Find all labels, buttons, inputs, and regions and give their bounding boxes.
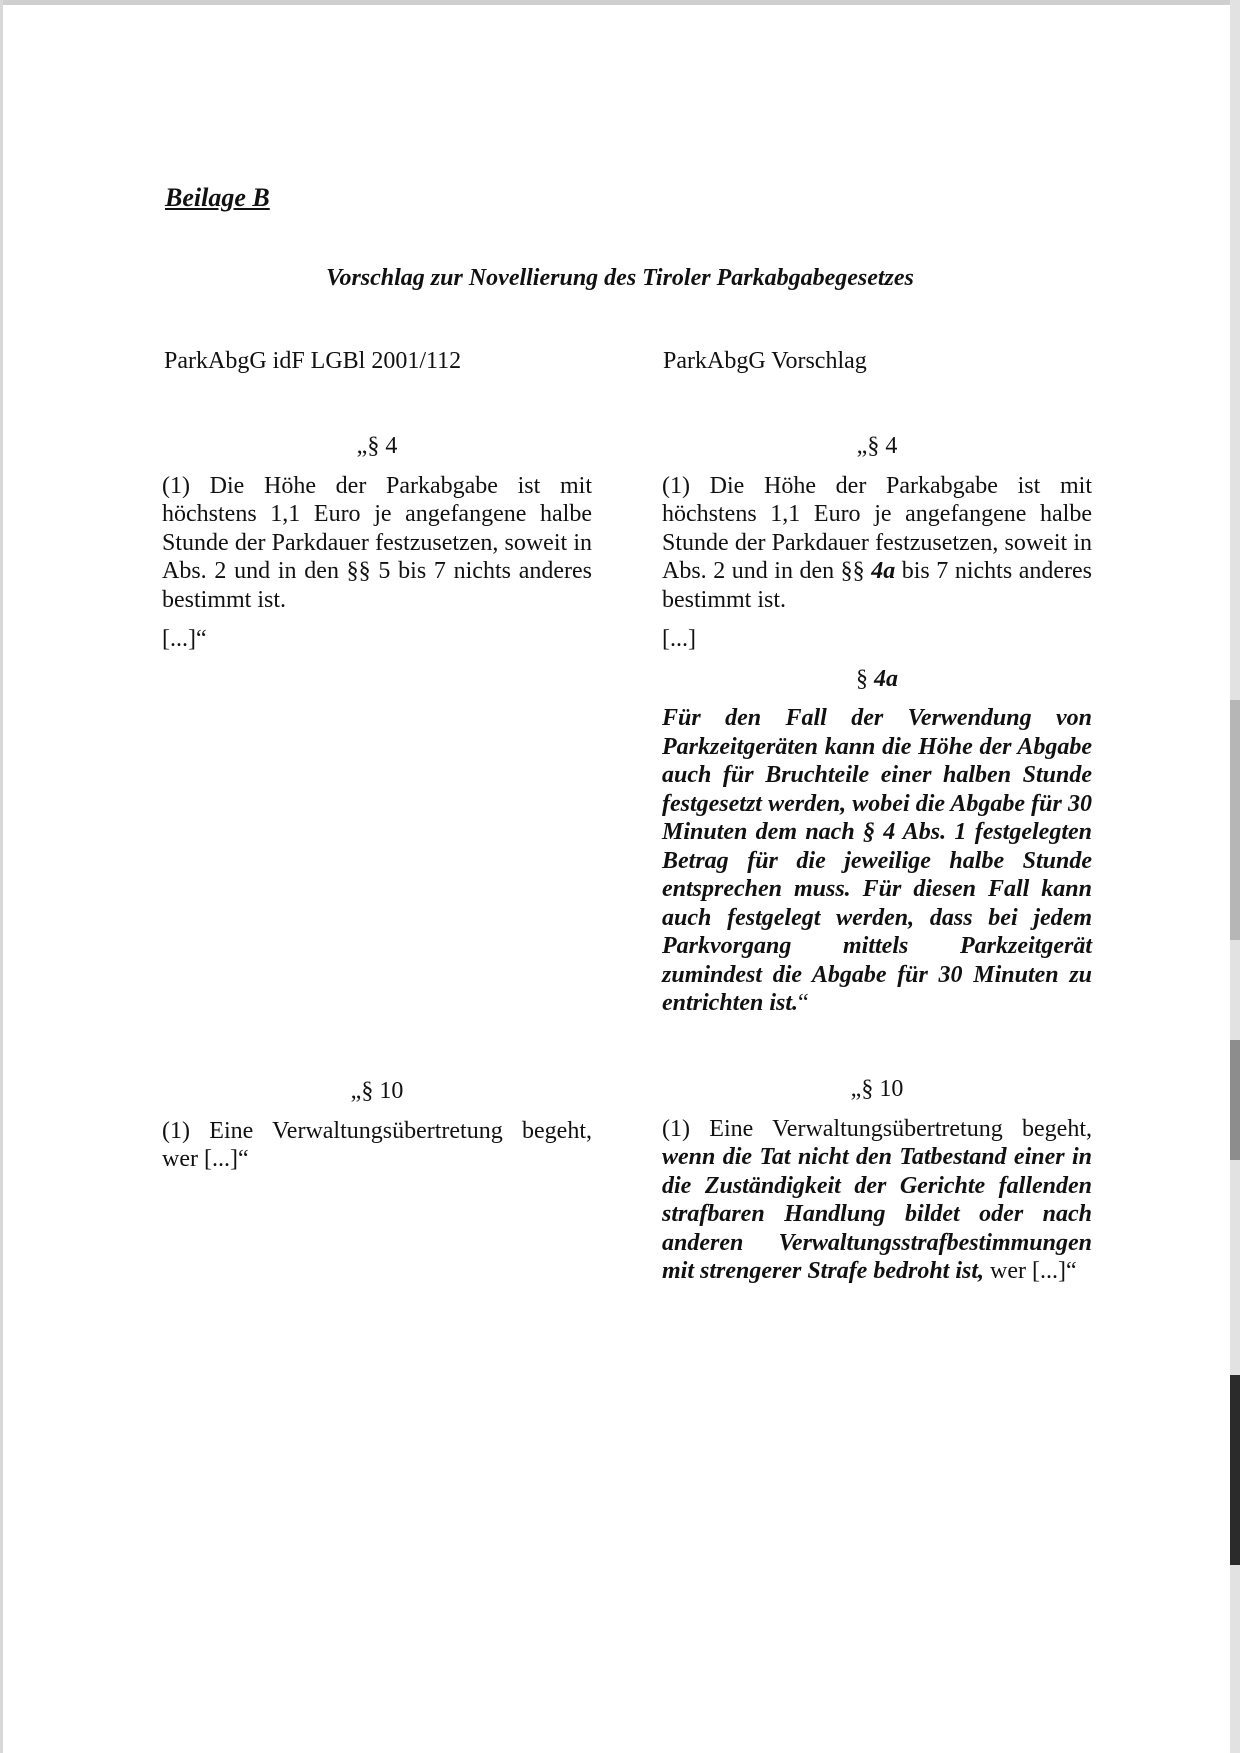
emphasis: 4a (871, 558, 896, 584)
inserted-text: Für den Fall der Verwendung von Parkzeitgeräten kann die Höhe der Abgabe auch für Bruchteile einer halben Stunde festgesetzt werden, wobei die Abgabe für 30 Minuten dem nach § 4 Abs. 1 festgelegten Betrag für die jeweilige halbe Stunde entsprechen muss. Für diesen Fall kann auch festgelegt werden, dass bei jedem Parkvorgang mittels Parkzeitgerät zumindest die Abgabe für 30 Minuten zu entrichten ist. (662, 705, 1092, 1016)
scan-edge-left (0, 0, 3, 1753)
left-column-heading: ParkAbgG idF LGBl 2001/112 (164, 348, 462, 374)
ellipsis: [...]“ (162, 626, 207, 652)
document-title: Vorschlag zur Novellierung des Tiroler Parkabgabegesetzes (326, 265, 914, 291)
right-column-heading: ParkAbgG Vorschlag (663, 348, 867, 374)
inserted-text: wenn die Tat nicht den Tatbestand einer in die Zuständigkeit der Gerichte fallenden strafbaren Handlung bildet oder nach anderen Verwaltungsstrafbestimmungen mit strengerer Strafe bedroht ist, (662, 1144, 1092, 1284)
section-heading: „§ 10 (850, 1076, 904, 1102)
paragraph: (1) Eine Verwaltungsübertretung begeht, wer [...]“ (162, 1117, 592, 1172)
scan-edge-dark-mark-lower (1230, 1375, 1240, 1565)
scan-edge-dark-mark (1230, 1040, 1240, 1160)
right-section-4 (662, 432, 1092, 1018)
section-number: 4a (874, 665, 898, 692)
scan-edge-shade (1230, 700, 1240, 940)
section-sign: § (856, 665, 874, 692)
section-heading: „§ 10 (350, 1078, 404, 1104)
paragraph (662, 472, 1092, 615)
right-section-10 (662, 1075, 1092, 1286)
text: (1) Eine Verwaltungsübertretung begeht, (662, 1115, 1092, 1142)
left-section-10 (162, 1077, 592, 1174)
paragraph-4a (662, 704, 1092, 1018)
left-section-4 (162, 432, 592, 654)
section-heading-4a (662, 665, 1092, 694)
text: (1) Die Höhe der Parkabgabe ist mit höchstens 1,1 Euro je angefangene halbe Stunde der Parkdauer festzusetzen, soweit in Abs. 2 und in den §§ (662, 472, 1092, 584)
scan-edge-top (0, 0, 1240, 5)
paragraph (662, 1115, 1092, 1286)
section-heading: „§ 4 (856, 433, 898, 459)
paragraph: (1) Die Höhe der Parkabgabe ist mit höchstens 1,1 Euro je angefangene halbe Stunde der Parkdauer festzusetzen, soweit in Abs. 2 und in den §§ 5 bis 7 nichts anderes bestimmt ist. (162, 472, 592, 613)
text: wer [...]“ (984, 1258, 1077, 1284)
closing-quote: “ (798, 990, 809, 1016)
ellipsis: [...] (662, 626, 696, 652)
text: bis 7 nichts anderes bestimmt ist. (662, 558, 1092, 613)
attachment-label: Beilage B (165, 183, 270, 212)
section-heading: „§ 4 (356, 433, 398, 459)
